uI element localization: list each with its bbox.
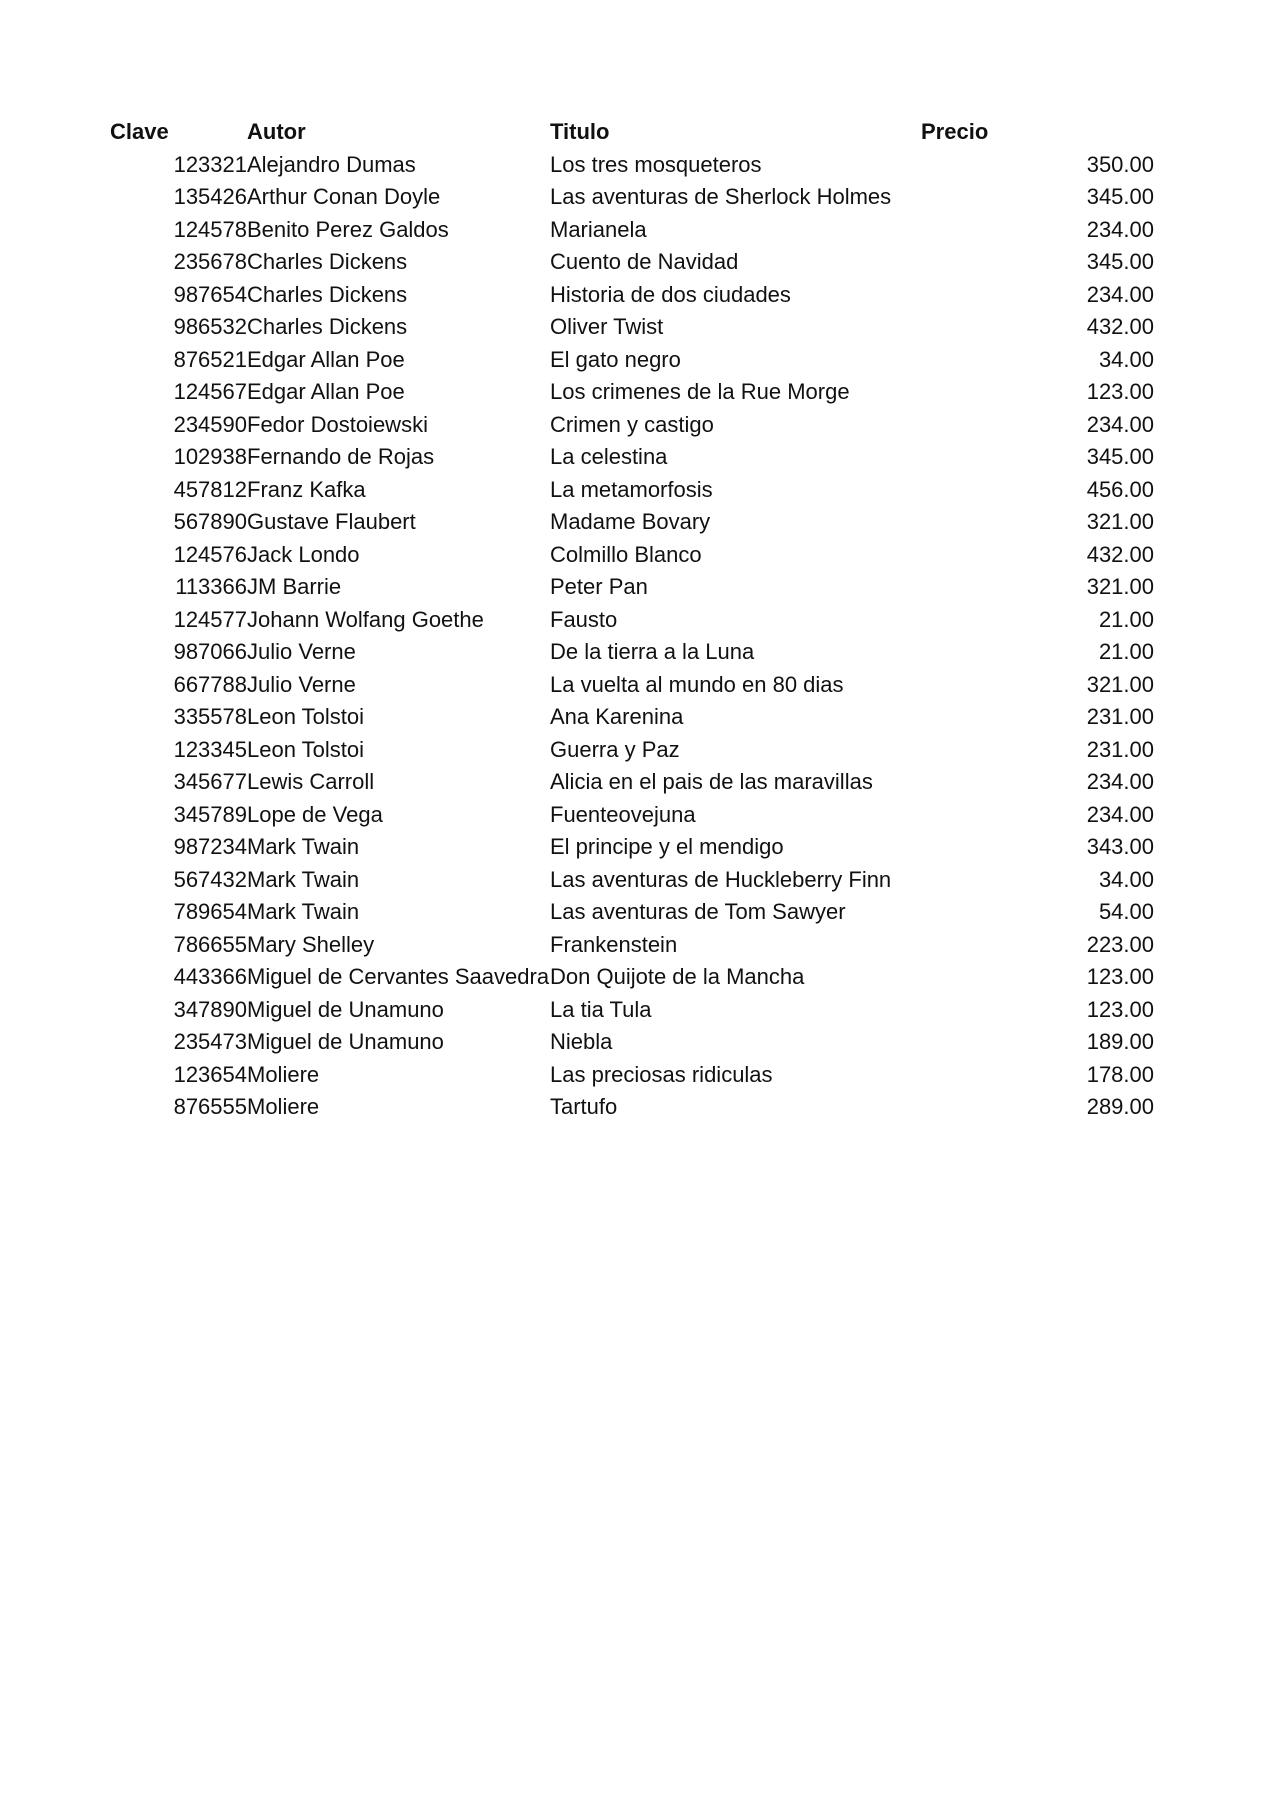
table-row <box>110 506 1154 539</box>
cell-precio: 289.00 <box>1086 1094 1154 1119</box>
cell-autor: Julio Verne <box>247 671 356 697</box>
cell-autor: Miguel de Cervantes Saavedra <box>247 964 550 989</box>
table-row <box>110 669 1154 702</box>
table-row <box>110 181 1154 214</box>
header-row <box>110 116 1154 149</box>
table-row <box>110 896 1154 929</box>
cell-clave: 987234 <box>173 834 247 859</box>
table-row <box>110 441 1154 474</box>
table-row <box>110 636 1154 669</box>
cell-autor: Leon Tolstoi <box>247 736 365 762</box>
cell-autor: Edgar Allan Poe <box>247 346 405 372</box>
cell-precio: 345.00 <box>1086 444 1154 469</box>
table-row <box>110 409 1154 442</box>
table-row <box>110 246 1154 279</box>
cell-autor: Fernando de Rojas <box>247 444 435 469</box>
cell-autor: Fedor Dostoiewski <box>247 411 428 437</box>
cell-precio: 189.00 <box>1086 1029 1154 1054</box>
cell-autor: Moliere <box>247 1061 320 1087</box>
cell-precio: 34.00 <box>1098 866 1154 892</box>
cell-precio: 234.00 <box>1086 411 1154 437</box>
cell-clave: 789654 <box>173 899 247 924</box>
table-row <box>110 149 1154 182</box>
cell-precio: 350.00 <box>1086 151 1154 177</box>
cell-clave: 124578 <box>173 216 247 242</box>
cell-clave: 124577 <box>173 606 247 632</box>
cell-precio: 54.00 <box>1098 899 1154 924</box>
header-autor: Autor <box>247 119 306 144</box>
cell-autor: Julio Verne <box>247 639 356 664</box>
table-row <box>110 311 1154 344</box>
table-row <box>110 539 1154 572</box>
cell-titulo: Historia de dos ciudades <box>550 281 791 307</box>
cell-titulo: Fuenteovejuna <box>550 801 696 827</box>
table-row <box>110 734 1154 767</box>
cell-clave: 102938 <box>173 444 247 469</box>
cell-titulo: El principe y el mendigo <box>550 834 784 859</box>
cell-precio: 123.00 <box>1086 996 1154 1022</box>
cell-clave: 335578 <box>173 704 247 729</box>
cell-autor: Arthur Conan Doyle <box>247 184 441 209</box>
table-row <box>110 604 1154 637</box>
cell-clave: 123345 <box>173 736 247 762</box>
cell-precio: 234.00 <box>1086 769 1154 794</box>
table-row <box>110 376 1154 409</box>
cell-clave: 987066 <box>173 639 247 664</box>
cell-clave: 234590 <box>173 411 247 437</box>
cell-precio: 231.00 <box>1086 704 1154 729</box>
cell-titulo: Las aventuras de Tom Sawyer <box>550 899 846 924</box>
cell-autor: Leon Tolstoi <box>247 704 365 729</box>
table-row <box>110 994 1154 1027</box>
table-row <box>110 929 1154 962</box>
cell-clave: 667788 <box>173 671 247 697</box>
cell-titulo: Guerra y Paz <box>550 736 680 762</box>
cell-clave: 235678 <box>173 249 247 274</box>
cell-autor: Mark Twain <box>247 866 360 892</box>
table-row <box>110 571 1154 604</box>
cell-autor: Mark Twain <box>247 834 360 859</box>
table-row <box>110 474 1154 507</box>
cell-titulo: Madame Bovary <box>550 509 711 534</box>
cell-precio: 234.00 <box>1086 801 1154 827</box>
table-row <box>110 701 1154 734</box>
cell-autor: Lope de Vega <box>247 801 383 827</box>
cell-titulo: Cuento de Navidad <box>550 249 739 274</box>
cell-titulo: Oliver Twist <box>550 314 664 339</box>
cell-clave: 123321 <box>173 151 247 177</box>
cell-titulo: Crimen y castigo <box>550 411 714 437</box>
cell-precio: 432.00 <box>1086 314 1154 339</box>
cell-titulo: Tartufo <box>550 1094 618 1119</box>
cell-autor: Alejandro Dumas <box>247 151 416 177</box>
table-row <box>110 864 1154 897</box>
cell-titulo: Colmillo Blanco <box>550 541 702 567</box>
cell-clave: 345789 <box>173 801 247 827</box>
table-body <box>110 149 1154 1124</box>
cell-titulo: Niebla <box>550 1029 613 1054</box>
cell-titulo: Los tres mosqueteros <box>550 151 762 177</box>
cell-precio: 123.00 <box>1086 964 1154 989</box>
cell-autor: Miguel de Unamuno <box>247 1029 444 1054</box>
cell-precio: 34.00 <box>1098 346 1154 372</box>
cell-titulo: La celestina <box>550 444 668 469</box>
cell-precio: 456.00 <box>1086 476 1154 502</box>
cell-titulo: Marianela <box>550 216 647 242</box>
cell-precio: 231.00 <box>1086 736 1154 762</box>
cell-clave: 457812 <box>173 476 247 502</box>
table-row <box>110 344 1154 377</box>
cell-autor: Charles Dickens <box>247 314 408 339</box>
table-row <box>110 1026 1154 1059</box>
table-row <box>110 1059 1154 1092</box>
cell-clave: 986532 <box>173 314 247 339</box>
cell-clave: 443366 <box>173 964 247 989</box>
cell-autor: Gustave Flaubert <box>247 509 416 534</box>
table-row <box>110 1091 1154 1124</box>
cell-precio: 321.00 <box>1086 574 1154 599</box>
table-row <box>110 961 1154 994</box>
cell-clave: 135426 <box>173 184 247 209</box>
cell-precio: 178.00 <box>1086 1061 1154 1087</box>
books-table <box>110 116 1154 1124</box>
cell-autor: Moliere <box>247 1094 320 1119</box>
cell-clave: 345677 <box>173 769 247 794</box>
cell-titulo: Alicia en el pais de las maravillas <box>550 769 873 794</box>
cell-titulo: Frankenstein <box>550 931 678 957</box>
cell-autor: Franz Kafka <box>247 476 366 502</box>
cell-autor: Lewis Carroll <box>247 769 375 794</box>
cell-titulo: La vuelta al mundo en 80 dias <box>550 671 844 697</box>
table-row <box>110 279 1154 312</box>
cell-titulo: Fausto <box>550 606 618 632</box>
cell-precio: 343.00 <box>1086 834 1154 859</box>
cell-clave: 124576 <box>173 541 247 567</box>
cell-titulo: Las aventuras de Sherlock Holmes <box>550 184 892 209</box>
cell-precio: 21.00 <box>1098 639 1154 664</box>
header-precio: Precio <box>921 119 989 144</box>
cell-precio: 234.00 <box>1086 281 1154 307</box>
cell-autor: Benito Perez Galdos <box>247 216 449 242</box>
cell-autor: Edgar Allan Poe <box>247 379 405 404</box>
cell-precio: 321.00 <box>1086 509 1154 534</box>
table-row <box>110 831 1154 864</box>
cell-titulo: El gato negro <box>550 346 681 372</box>
cell-clave: 567432 <box>173 866 247 892</box>
cell-autor: Mark Twain <box>247 899 360 924</box>
cell-titulo: Don Quijote de la Mancha <box>550 964 805 989</box>
table-row <box>110 214 1154 247</box>
cell-autor: Miguel de Unamuno <box>247 996 444 1022</box>
cell-clave: 235473 <box>173 1029 247 1054</box>
cell-precio: 21.00 <box>1098 606 1154 632</box>
cell-titulo: Las preciosas ridiculas <box>550 1061 773 1087</box>
cell-autor: Mary Shelley <box>247 931 375 957</box>
header-clave: Clave <box>110 119 169 144</box>
cell-titulo: Las aventuras de Huckleberry Finn <box>550 866 892 892</box>
cell-titulo: Peter Pan <box>550 574 648 599</box>
cell-precio: 321.00 <box>1086 671 1154 697</box>
cell-clave: 876555 <box>173 1094 247 1119</box>
cell-precio: 345.00 <box>1086 184 1154 209</box>
cell-precio: 345.00 <box>1086 249 1154 274</box>
cell-clave: 786655 <box>173 931 247 957</box>
cell-clave: 876521 <box>173 346 247 372</box>
cell-autor: Jack Londo <box>247 541 360 567</box>
cell-titulo: De la tierra a la Luna <box>550 639 755 664</box>
cell-precio: 123.00 <box>1086 379 1154 404</box>
cell-autor: JM Barrie <box>247 574 342 599</box>
cell-titulo: La metamorfosis <box>550 476 713 502</box>
cell-titulo: Los crimenes de la Rue Morge <box>550 379 850 404</box>
cell-precio: 234.00 <box>1086 216 1154 242</box>
cell-autor: Charles Dickens <box>247 249 408 274</box>
cell-clave: 113366 <box>175 574 247 599</box>
table-row <box>110 766 1154 799</box>
cell-clave: 347890 <box>173 996 247 1022</box>
cell-precio: 223.00 <box>1086 931 1154 957</box>
cell-autor: Charles Dickens <box>247 281 408 307</box>
cell-clave: 123654 <box>173 1061 247 1087</box>
cell-titulo: Ana Karenina <box>550 704 684 729</box>
header-titulo: Titulo <box>550 119 610 144</box>
cell-clave: 567890 <box>173 509 247 534</box>
cell-clave: 124567 <box>173 379 247 404</box>
cell-precio: 432.00 <box>1086 541 1154 567</box>
cell-titulo: La tia Tula <box>550 996 652 1022</box>
cell-autor: Johann Wolfang Goethe <box>247 606 484 632</box>
table-row <box>110 799 1154 832</box>
cell-clave: 987654 <box>173 281 247 307</box>
